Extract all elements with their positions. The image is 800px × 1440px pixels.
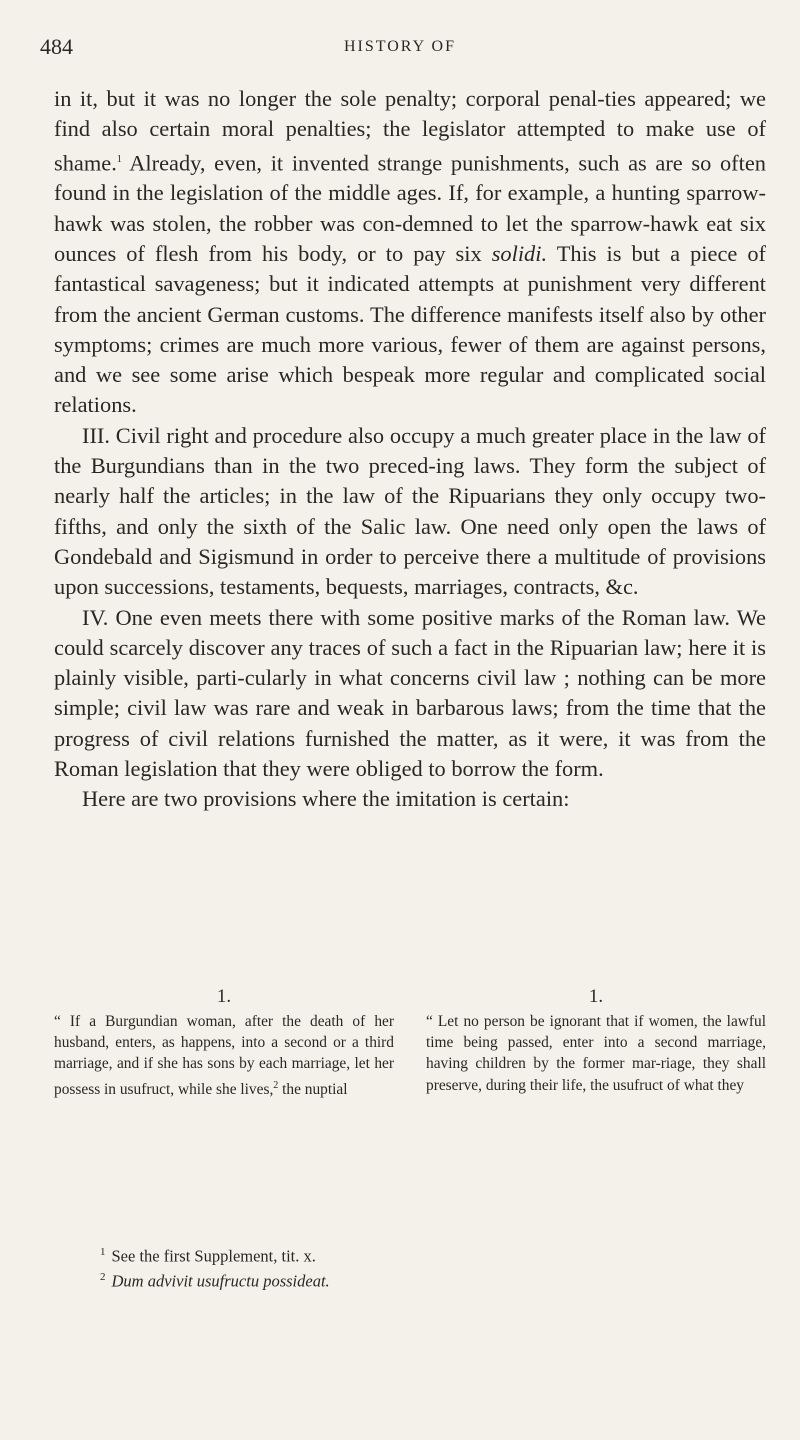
paragraph-roman-law: IV. One even meets there with some positive marks of the Roman law. We could scarcely discover any traces of such a fact in the Ripuarian law; here it is plainly visible, parti-cularly in what concerns civil law ; nothing can be more simple; civil law was rare and weak in barbarous laws; from the time that the progress of civil relations furnished the matter, as it were, it was from the Roman legislation that they were obliged to borrow the form. (54, 604, 766, 781)
left-column (54, 985, 394, 1100)
left-column-number: 1. (216, 986, 232, 1007)
main-text (54, 84, 766, 815)
footnote-ref: 2 (273, 1079, 279, 1091)
paragraph-provisions-intro: Here are two provisions where the imitation is certain: (82, 786, 570, 812)
right-column-number: 1. (588, 986, 604, 1007)
page-number: 484 (40, 34, 73, 59)
running-head: HISTORY OF (343, 38, 457, 55)
paragraph-civil-right: III. Civil right and procedure also occupy a much greater place in the law of the Burgundians than in the two preced-ing laws. They form the subject of nearly half the articles; in the law of the Ripuarians they only occupy two-fifths, and only the sixth of the Salic law. One need only open the laws of Gondebald and Sigismund in order to perceive there a multitude of provisions upon successions, testaments, bequests, marriages, contracts, &c. (54, 422, 766, 600)
footnote-text: Dum advivit usufructu possideat. (111, 1271, 330, 1290)
right-column-text: “ Let no person be ignorant that if women, the lawful time being passed, enter into a second marriage, having children by the former mar-riage, they shall preserve, during their life, the usufruct of what they (426, 1013, 766, 1094)
paragraph-text: This is but a piece of fantastical savageness; but it indicated attempts at punishment very different from the ancient German customs. The difference manifests itself also by other symptoms; crimes are much more various, fewer of them are against persons, and we see some arise which bespeak more regular and complicated social relations. (54, 240, 766, 418)
footnotes (100, 1242, 740, 1291)
footnote (100, 1267, 740, 1292)
parallel-columns (54, 985, 766, 1100)
footnote (100, 1242, 740, 1267)
footnote-mark: 2 (100, 1270, 106, 1283)
paragraph-penalties (54, 84, 766, 421)
footnote-mark: 1 (100, 1246, 106, 1258)
footnote-text: See the first Supplement, tit. x. (111, 1246, 316, 1266)
right-column (426, 985, 766, 1100)
column-text: “ If a Burgundian woman, after the death of her husband, enters, as happens, into a second or a third marriage, and if she has sons by each marriage, let her possess in usufruct, while she lives, (54, 1013, 394, 1098)
paragraph-text: in it, but it was no longer the sole penalty; corporal penal-ties appeared; we find also certain moral penalties; the legislator attempted to make use of shame. (54, 86, 766, 176)
left-column-text (54, 1011, 394, 1100)
paragraph-italic-term: solidi. (491, 240, 548, 266)
page-header (40, 34, 760, 64)
paragraph-text: Already, even, it invented strange punishments, such as are so often found in the legislation of the middle ages. If, for example, a hunting sparrow-hawk was stolen, the robber was con-demned to let the sparrow-hawk eat six ounces of flesh from his body, or to pay six (54, 150, 766, 266)
column-text: the nuptial (278, 1080, 348, 1098)
footnote-ref: 1 (116, 153, 122, 165)
